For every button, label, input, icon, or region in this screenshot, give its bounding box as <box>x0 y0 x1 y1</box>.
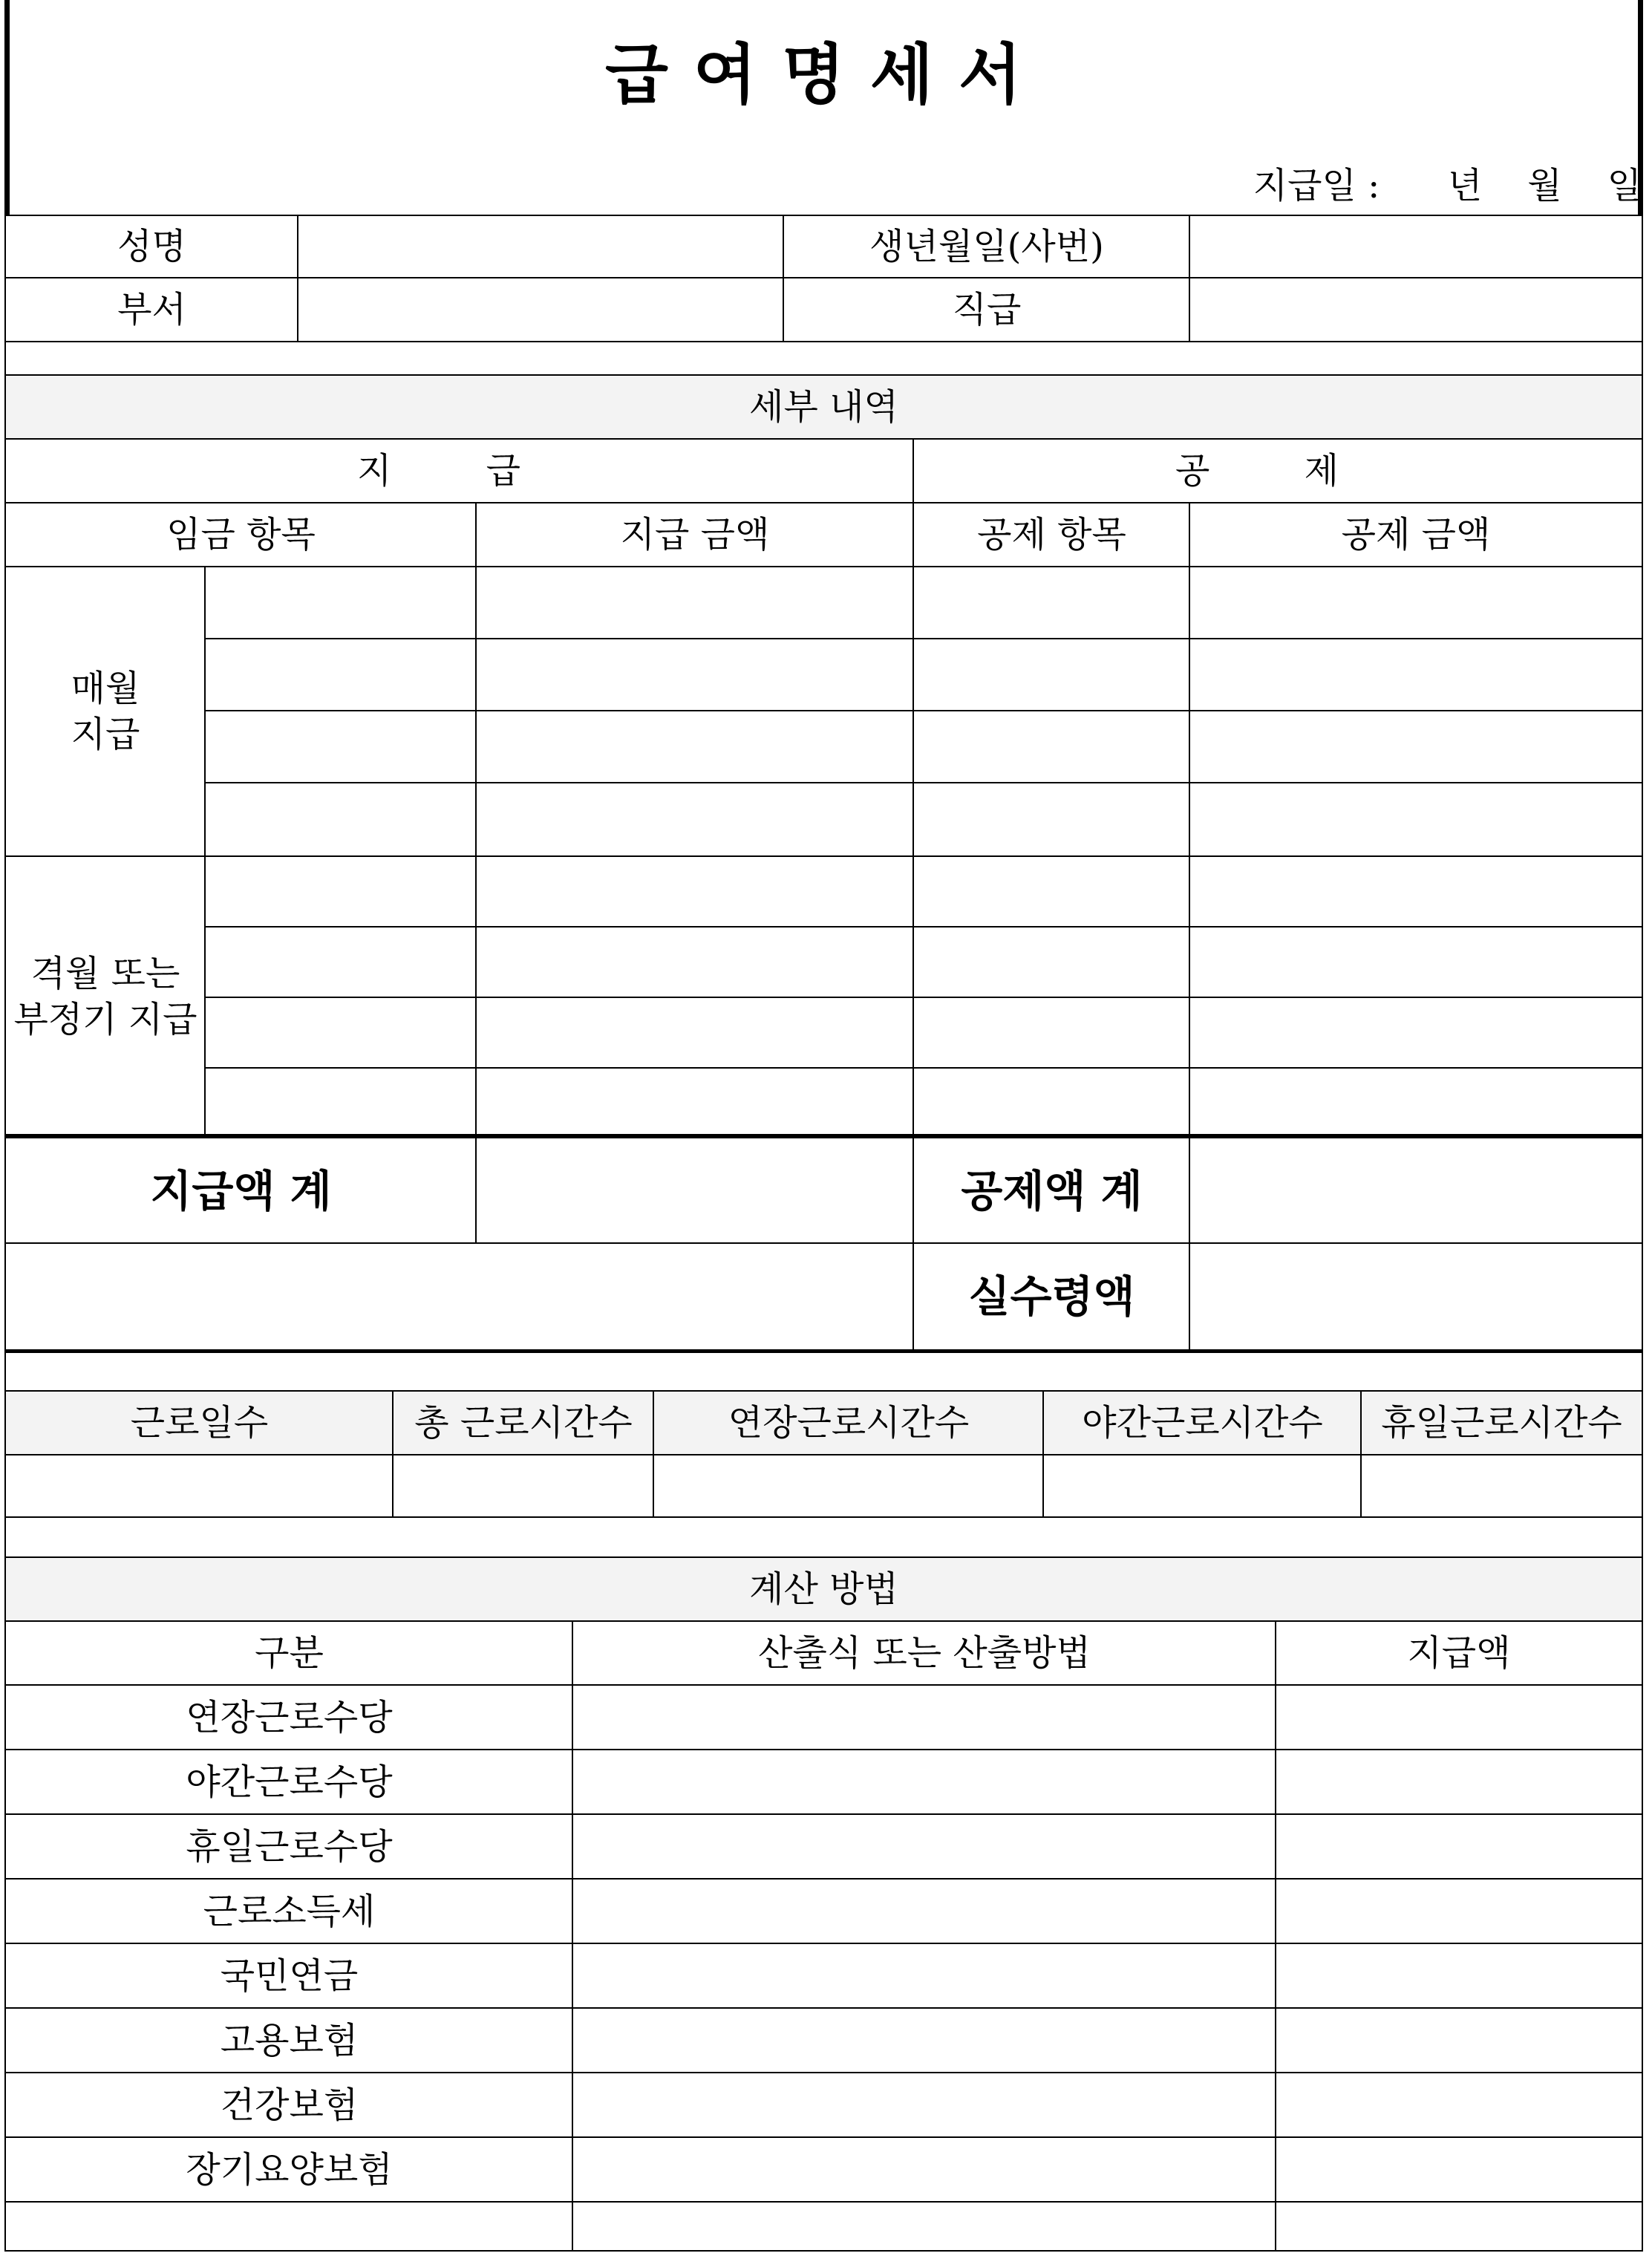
total-hours-field[interactable] <box>392 1454 655 1518</box>
holiday-hours-header: 휴일근로시간수 <box>1360 1390 1643 1455</box>
deduct-item-field[interactable] <box>912 710 1191 783</box>
dept-field[interactable] <box>297 277 785 342</box>
spacer-row-3 <box>4 1516 1643 1558</box>
monthly-group-label <box>4 566 206 857</box>
pay-amount-field[interactable] <box>475 997 915 1069</box>
work-days-header: 근로일수 <box>4 1390 394 1455</box>
calc-formula-header: 산출식 또는 산출방법 <box>572 1620 1277 1686</box>
overtime-hours-header: 연장근로시간수 <box>653 1390 1045 1455</box>
total-hours-header: 총 근로시간수 <box>392 1390 655 1455</box>
wage-item-field[interactable] <box>204 710 477 783</box>
calc-category-header: 구분 <box>4 1620 574 1686</box>
pay-amount-field[interactable] <box>475 782 915 857</box>
deduct-amount-field[interactable] <box>1189 638 1643 711</box>
calc-formula-field[interactable] <box>572 2136 1277 2203</box>
rank-field[interactable] <box>1189 277 1643 342</box>
calc-formula-field[interactable] <box>572 1749 1277 1815</box>
deduct-item-field[interactable] <box>912 638 1191 711</box>
wage-item-field[interactable] <box>204 997 477 1069</box>
irregular-group-label <box>4 855 206 1138</box>
spacer-row <box>4 341 1643 376</box>
calc-formula-field[interactable] <box>572 1878 1277 1944</box>
calc-amount-field[interactable] <box>1275 1878 1643 1944</box>
pay-amount-field[interactable] <box>475 638 915 711</box>
calc-category-cell: 장기요양보험 <box>4 2136 574 2203</box>
calc-formula-field[interactable] <box>572 1684 1277 1750</box>
wage-item-field[interactable] <box>204 566 477 639</box>
calc-category-cell: 연장근로수당 <box>4 1684 574 1750</box>
calc-category-cell: 고용보험 <box>4 2007 574 2073</box>
calc-formula-field[interactable] <box>572 2072 1277 2138</box>
rank-label: 직급 <box>783 277 1191 342</box>
payment-section-header <box>4 438 915 503</box>
night-hours-field[interactable] <box>1042 1454 1362 1518</box>
deduct-amount-header: 공제 금액 <box>1189 502 1643 567</box>
calc-formula-field[interactable] <box>572 2201 1277 2252</box>
deduct-item-field[interactable] <box>912 782 1191 857</box>
payment-date-day: 일 <box>1607 165 1642 206</box>
deduct-amount-field[interactable] <box>1189 855 1643 927</box>
details-header: 세부 내역 <box>4 374 1643 440</box>
deduct-item-field[interactable] <box>912 997 1191 1069</box>
deduct-total-label: 공제액 계 <box>912 1134 1191 1245</box>
wage-item-field[interactable] <box>204 638 477 711</box>
deduct-amount-field[interactable] <box>1189 782 1643 857</box>
wage-item-header: 임금 항목 <box>4 502 477 567</box>
pay-total-label: 지급액 계 <box>4 1134 477 1245</box>
deduct-item-field[interactable] <box>912 566 1191 639</box>
totals-blank <box>4 1242 915 1354</box>
pay-amount-field[interactable] <box>475 710 915 783</box>
payment-section-label: 지 급 <box>357 450 562 492</box>
calc-amount-field[interactable] <box>1275 1749 1643 1815</box>
wage-item-field[interactable] <box>204 782 477 857</box>
deduction-section-label: 공 제 <box>1175 450 1380 492</box>
pay-amount-header: 지급 금액 <box>475 502 915 567</box>
calc-amount-field[interactable] <box>1275 2007 1643 2073</box>
payment-date-label: 지급일 : <box>1253 165 1380 206</box>
name-label: 성명 <box>4 215 299 278</box>
deduct-amount-field[interactable] <box>1189 1067 1643 1138</box>
calc-amount-field[interactable] <box>1275 2201 1643 2252</box>
wage-item-field[interactable] <box>204 855 477 927</box>
payment-date-month: 월 <box>1527 165 1562 206</box>
pay-amount-field[interactable] <box>475 926 915 998</box>
calc-amount-field[interactable] <box>1275 2072 1643 2138</box>
pay-total-field[interactable] <box>475 1134 915 1245</box>
wage-item-field[interactable] <box>204 926 477 998</box>
overtime-hours-field[interactable] <box>653 1454 1045 1518</box>
calc-formula-field[interactable] <box>572 2007 1277 2073</box>
net-pay-field[interactable] <box>1189 1242 1643 1354</box>
deduct-item-field[interactable] <box>912 926 1191 998</box>
night-hours-header: 야간근로시간수 <box>1042 1390 1362 1455</box>
deduct-total-field[interactable] <box>1189 1134 1643 1245</box>
document-title: 급여명세서 <box>604 36 1048 113</box>
calc-amount-field[interactable] <box>1275 1813 1643 1880</box>
pay-amount-field[interactable] <box>475 566 915 639</box>
wage-item-field[interactable] <box>204 1067 477 1138</box>
irregular-line1: 격월 또는 <box>30 953 180 994</box>
irregular-line2: 부정기 지급 <box>13 999 197 1040</box>
calc-category-cell[interactable] <box>4 2201 574 2252</box>
deduct-amount-field[interactable] <box>1189 926 1643 998</box>
calc-category-cell: 건강보험 <box>4 2072 574 2138</box>
net-pay-label: 실수령액 <box>912 1242 1191 1354</box>
calc-formula-field[interactable] <box>572 1943 1277 2009</box>
calc-header: 계산 방법 <box>4 1556 1643 1622</box>
calc-amount-header: 지급액 <box>1275 1620 1643 1686</box>
holiday-hours-field[interactable] <box>1360 1454 1643 1518</box>
pay-amount-field[interactable] <box>475 855 915 927</box>
calc-category-cell: 휴일근로수당 <box>4 1813 574 1880</box>
work-days-field[interactable] <box>4 1454 394 1518</box>
calc-category-cell: 국민연금 <box>4 1943 574 2009</box>
deduct-amount-field[interactable] <box>1189 710 1643 783</box>
calc-category-cell: 야간근로수당 <box>4 1749 574 1815</box>
deduct-item-field[interactable] <box>912 1067 1191 1138</box>
calc-amount-field[interactable] <box>1275 1684 1643 1750</box>
payment-date-year: 년 <box>1447 165 1483 206</box>
dept-label: 부서 <box>4 277 299 342</box>
spacer-row-2 <box>4 1352 1643 1392</box>
calc-amount-field[interactable] <box>1275 2136 1643 2203</box>
deduct-item-field[interactable] <box>912 855 1191 927</box>
pay-amount-field[interactable] <box>475 1067 915 1138</box>
birth-label: 생년월일(사번) <box>783 215 1191 278</box>
deduct-amount-field[interactable] <box>1189 997 1643 1069</box>
deduction-section-header <box>912 438 1643 503</box>
birth-field[interactable] <box>1189 215 1643 278</box>
deduct-item-header: 공제 항목 <box>912 502 1191 567</box>
calc-amount-field[interactable] <box>1275 1943 1643 2009</box>
payment-date <box>1253 156 1642 215</box>
monthly-line2: 지급 <box>71 714 140 755</box>
calc-formula-field[interactable] <box>572 1813 1277 1880</box>
calc-category-cell: 근로소득세 <box>4 1878 574 1944</box>
name-field[interactable] <box>297 215 785 278</box>
monthly-line1: 매월 <box>71 668 140 709</box>
deduct-amount-field[interactable] <box>1189 566 1643 639</box>
